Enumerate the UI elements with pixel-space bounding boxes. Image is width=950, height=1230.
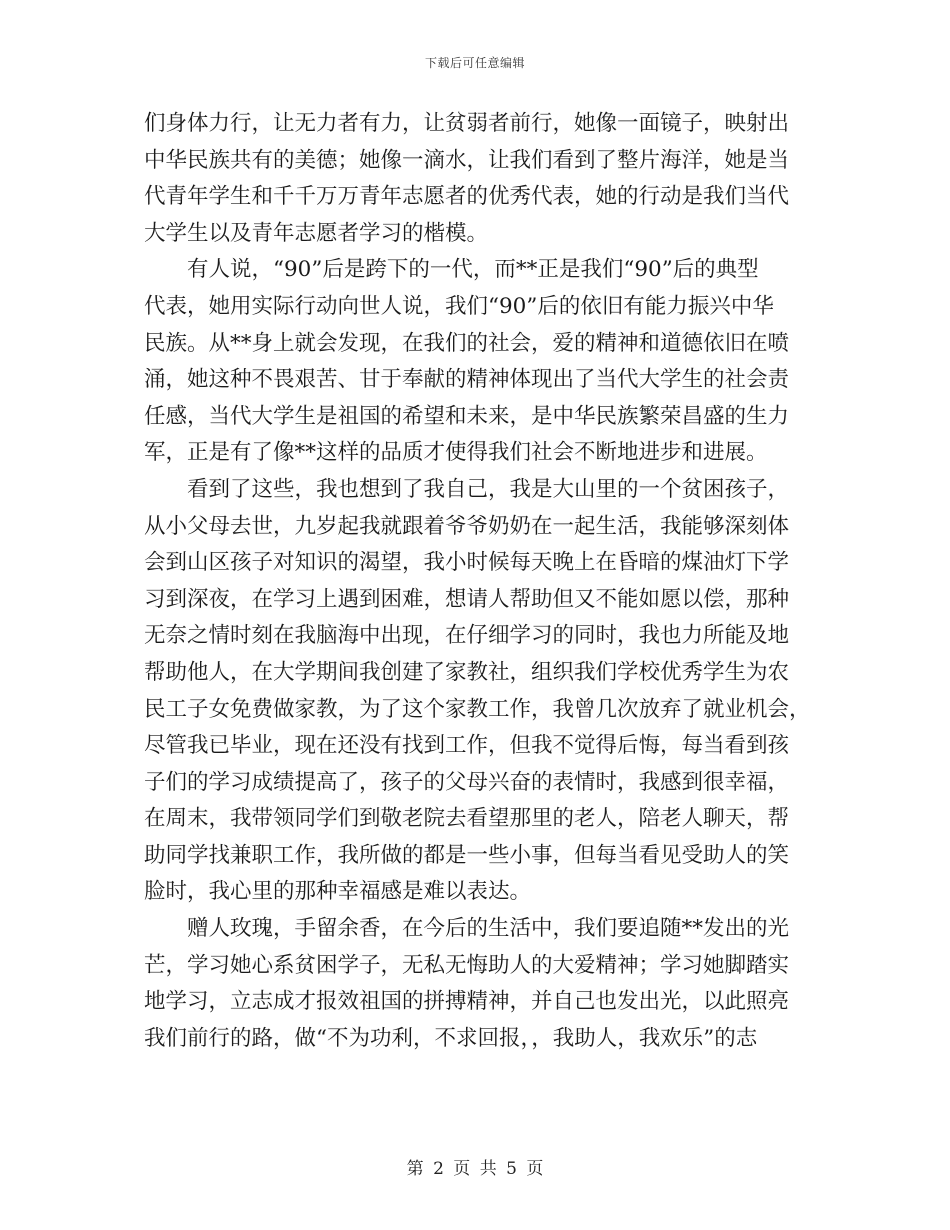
paragraph-4: [144, 911, 804, 1057]
text-line: 我们前行的路，做“不为功利，不求回报，，我助人，我欢乐”的志: [144, 1025, 758, 1051]
text-line: 会到山区孩子对知识的渴望，我小时候每天晚上在昏暗的煤油灯下学: [144, 550, 790, 576]
paragraph-1: [144, 106, 804, 252]
text-line: 助同学找兼职工作，我所做的都是一些小事，但每当看见受助人的笑: [144, 842, 790, 868]
text-line: 大学生以及青年志愿者学习的楷模。: [144, 220, 489, 246]
page-header: 下载后可任意编辑: [424, 56, 525, 70]
document-body: [144, 106, 811, 1057]
text-line: 脸时，我心里的那种幸福感是难以表达。: [144, 879, 532, 905]
text-line: 子们的学习成绩提高了，孩子的父母兴奋的表情时，我感到很幸福，: [144, 769, 790, 795]
text-line: 代表，她用实际行动向世人说，我们“90”后的依旧有能力振兴中华: [144, 293, 774, 319]
text-line: 从小父母去世，九岁起我就跟着爷爷奶奶在一起生活，我能够深刻体: [144, 513, 790, 539]
text-line: 中华民族共有的美德；她像一滴水，让我们看到了整片海洋，她是当: [144, 147, 790, 173]
paragraph-3: [144, 472, 811, 911]
text-line: 无奈之情时刻在我脑海中出现，在仔细学习的同时，我也力所能及地: [144, 623, 790, 649]
text-line: 帮助他人，在大学期间我创建了家教社，组织我们学校优秀学生为农: [144, 659, 790, 685]
text-line: 民族。从**身上就会发现，在我们的社会，爱的精神和道德依旧在喷: [144, 330, 790, 356]
text-line: 尽管我已毕业，现在还没有找到工作，但我不觉得后悔，每当看到孩: [144, 733, 790, 759]
text-line: 有人说，“90”后是跨下的一代，而**正是我们“90”后的典型: [187, 257, 759, 283]
text-line: 地学习，立志成才报效祖国的拼搏精神，并自己也发出光，以此照亮: [144, 989, 790, 1015]
text-line: 芒，学习她心系贫困学子，无私无悔助人的大爱精神；学习她脚踏实: [144, 952, 790, 978]
text-line: 军，正是有了像**这样的品质才使得我们社会不断地进步和进展。: [144, 440, 768, 466]
text-line: 涌，她这种不畏艰苦、甘于奉献的精神体现出了当代大学生的社会责: [144, 367, 790, 393]
text-line: 任感，当代大学生是祖国的希望和未来，是中华民族繁荣昌盛的生力: [144, 403, 790, 429]
text-line: 赠人玫瑰，手留余香，在今后的生活中，我们要追随**发出的光: [187, 916, 790, 942]
text-line: 习到深夜，在学习上遇到困难，想请人帮助但又不能如愿以偿，那种: [144, 586, 790, 612]
page-number-footer: 第 2 页 共 5 页: [406, 1159, 544, 1179]
text-line: 看到了这些，我也想到了我自己，我是大山里的一个贫困孩子，: [187, 476, 790, 502]
text-line: 在周末，我带领同学们到敬老院去看望那里的老人，陪老人聊天，帮: [144, 806, 790, 832]
text-line: 代青年学生和千千万万青年志愿者的优秀代表，她的行动是我们当代: [144, 184, 790, 210]
text-line: 民工子女免费做家教，为了这个家教工作，我曾几次放弃了就业机会，: [144, 696, 811, 722]
paragraph-2: [144, 252, 804, 472]
text-line: 们身体力行，让无力者有力，让贫弱者前行，她像一面镜子，映射出: [144, 111, 790, 136]
